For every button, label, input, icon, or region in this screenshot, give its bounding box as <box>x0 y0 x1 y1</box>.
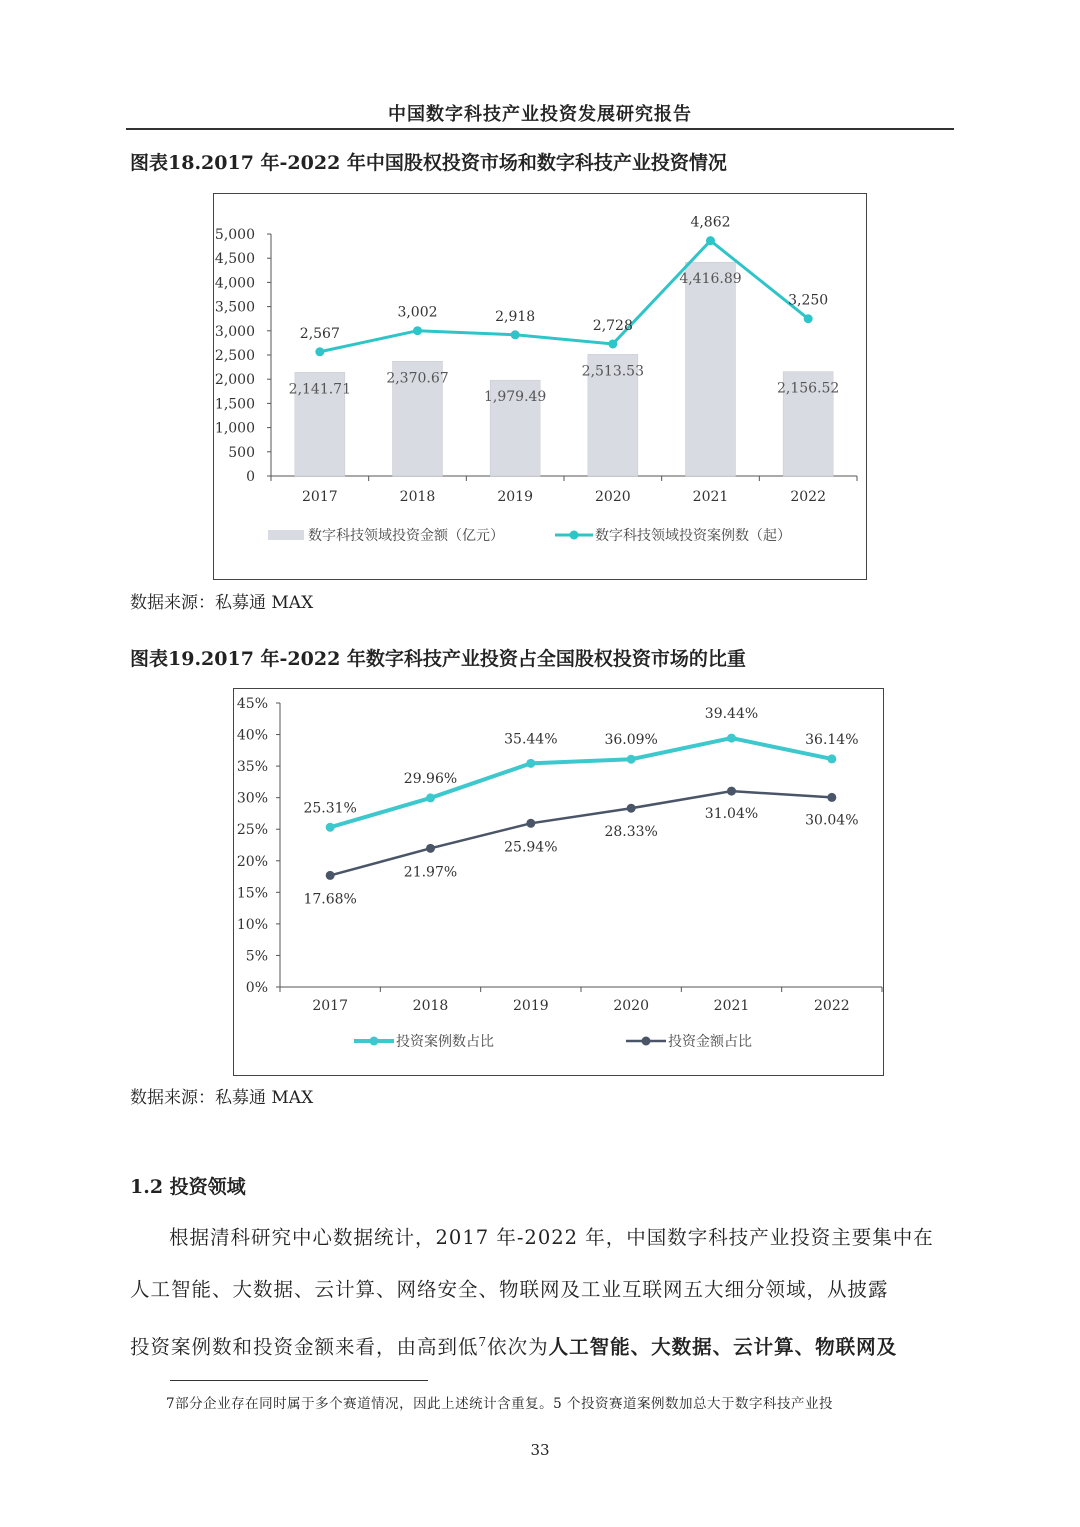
y-tick-label: 3,500 <box>214 299 255 316</box>
line-point <box>426 844 435 853</box>
y-tick-label: 1,000 <box>214 420 255 437</box>
line-point <box>608 339 617 348</box>
bar-value-label: 1,979.49 <box>483 389 547 406</box>
body-line-3-bold: 人工智能、大数据、云计算、物联网及 <box>548 1335 898 1359</box>
y-tick-label: 2,500 <box>214 348 255 364</box>
body-line-3-text: 投资案例数和投资金额来看，由高到低 <box>130 1335 479 1359</box>
line-value-label: 30.04% <box>805 812 859 829</box>
line-value-label: 36.09% <box>604 732 658 749</box>
x-tick-label: 2020 <box>613 998 649 1014</box>
x-tick-label: 2019 <box>513 998 549 1014</box>
legend-marker-count <box>570 531 579 540</box>
line-value-label: 25.94% <box>504 839 558 856</box>
x-tick-label: 2021 <box>692 489 729 505</box>
legend-marker-case-share <box>370 1037 379 1046</box>
figure18-source: 数据来源：私募通 MAX <box>130 593 314 613</box>
line-point <box>526 819 535 828</box>
x-tick-label: 2018 <box>399 489 436 505</box>
body-line-2: 人工智能、大数据、云计算、网络安全、物联网及工业互联网五大细分领域，从披露 <box>130 1278 889 1301</box>
y-tick-label: 2,000 <box>214 372 255 389</box>
line-value-label: 39.44% <box>704 706 759 723</box>
y-tick-label: 4,500 <box>214 251 255 268</box>
bar-value-label: 2,513.53 <box>581 363 645 380</box>
bar <box>686 262 736 476</box>
line-value-label: 3,250 <box>788 292 829 309</box>
y-tick-label: 10% <box>236 916 268 933</box>
line-point <box>827 754 836 763</box>
line-value-label: 21.97% <box>403 864 458 881</box>
x-tick-label: 2017 <box>312 998 348 1014</box>
line-point <box>827 793 836 802</box>
line-value-label: 17.68% <box>303 891 357 908</box>
y-tick-label: 40% <box>236 727 268 744</box>
line-value-label: 31.04% <box>704 806 759 823</box>
y-tick-label: 45% <box>236 696 268 712</box>
line-point <box>627 804 636 813</box>
y-tick-label: 35% <box>236 759 268 776</box>
x-tick-label: 2018 <box>412 998 449 1014</box>
x-tick-label: 2019 <box>497 489 533 505</box>
legend-label-amount-share: 投资金额占比 <box>668 1034 752 1050</box>
bar-value-label: 2,370.67 <box>386 370 449 387</box>
line-value-label: 29.96% <box>403 770 458 787</box>
legend-label-amount: 数字科技领域投资金额（亿元） <box>308 528 504 544</box>
line-point <box>326 823 335 832</box>
y-tick-label: 500 <box>228 444 255 461</box>
legend-label-case-share: 投资案例数占比 <box>396 1034 494 1050</box>
y-tick-label: 20% <box>236 853 268 870</box>
page-header-title: 中国数字科技产业投资发展研究报告 <box>388 104 692 125</box>
footnote-ref: 7 <box>478 1335 488 1349</box>
line-value-label: 25.31% <box>303 800 357 817</box>
figure19-title: 图表19.2017 年-2022 年数字科技产业投资占全国股权投资市场的比重 <box>130 648 746 670</box>
y-tick-label: 30% <box>236 790 268 807</box>
y-tick-label: 5,000 <box>214 227 255 243</box>
y-tick-label: 4,000 <box>214 275 255 292</box>
y-tick-label: 0% <box>245 980 268 996</box>
figure19-source: 数据来源：私募通 MAX <box>130 1088 314 1108</box>
figure18-chart-frame <box>213 193 867 580</box>
legend-marker-amount-share <box>642 1037 651 1046</box>
section-heading: 1.2 投资领域 <box>130 1176 246 1198</box>
line-value-label: 28.33% <box>604 824 658 841</box>
body-paragraph <box>130 1212 952 1374</box>
y-tick-label: 3,000 <box>214 323 255 340</box>
y-tick-label: 5% <box>245 948 268 965</box>
x-tick-label: 2020 <box>595 489 631 505</box>
line-point <box>326 871 335 880</box>
line-point <box>426 793 435 802</box>
bar-value-label: 4,416.89 <box>679 271 742 288</box>
bar-value-label: 2,156.52 <box>776 380 840 397</box>
line-point <box>315 347 324 356</box>
body-line-3-mid: 依次为 <box>487 1335 549 1359</box>
footnote: 7部分企业存在同时属于多个赛道情况，因此上述统计含重复。5 个投资赛道案例数加总大于数字科技产业投 <box>166 1396 833 1412</box>
figure19-chart <box>234 689 883 1075</box>
figure19-chart-frame <box>233 688 884 1076</box>
line-point <box>727 787 736 796</box>
y-tick-label: 25% <box>236 822 268 839</box>
x-tick-label: 2022 <box>814 998 850 1014</box>
footnote-rule <box>170 1380 428 1381</box>
body-line-1: 根据清科研究中心数据统计，2017 年-2022 年，中国数字科技产业投资主要集中在 <box>169 1226 934 1249</box>
line-value-label: 36.14% <box>805 731 859 748</box>
line-value-label: 2,728 <box>592 317 633 334</box>
y-tick-label: 0 <box>246 469 255 485</box>
bar-value-label: 2,141.71 <box>288 381 352 398</box>
line-point <box>727 734 736 743</box>
legend-swatch-amount <box>268 530 304 540</box>
figure18-title: 图表18.2017 年-2022 年中国股权投资市场和数字科技产业投资情况 <box>130 152 727 174</box>
line-value-label: 2,567 <box>299 325 340 342</box>
legend-label-count: 数字科技领域投资案例数（起） <box>595 528 791 544</box>
line-point <box>627 755 636 764</box>
x-tick-label: 2017 <box>302 489 338 505</box>
line-point <box>804 314 813 323</box>
line-value-label: 35.44% <box>504 731 558 748</box>
y-tick-label: 15% <box>236 885 268 902</box>
line-point <box>526 759 535 768</box>
body-line-3 <box>130 1316 952 1374</box>
line-point <box>511 330 520 339</box>
line-point <box>413 326 422 335</box>
y-tick-label: 1,500 <box>214 396 255 413</box>
line-point <box>706 236 715 245</box>
header-rule <box>126 128 954 130</box>
figure18-chart <box>214 194 866 579</box>
x-tick-label: 2022 <box>790 489 826 505</box>
line-value-label: 2,918 <box>495 308 536 325</box>
page-number: 33 <box>530 1441 550 1459</box>
line-value-label: 4,862 <box>690 214 731 231</box>
x-tick-label: 2021 <box>713 998 750 1014</box>
line-value-label: 3,002 <box>397 304 438 321</box>
